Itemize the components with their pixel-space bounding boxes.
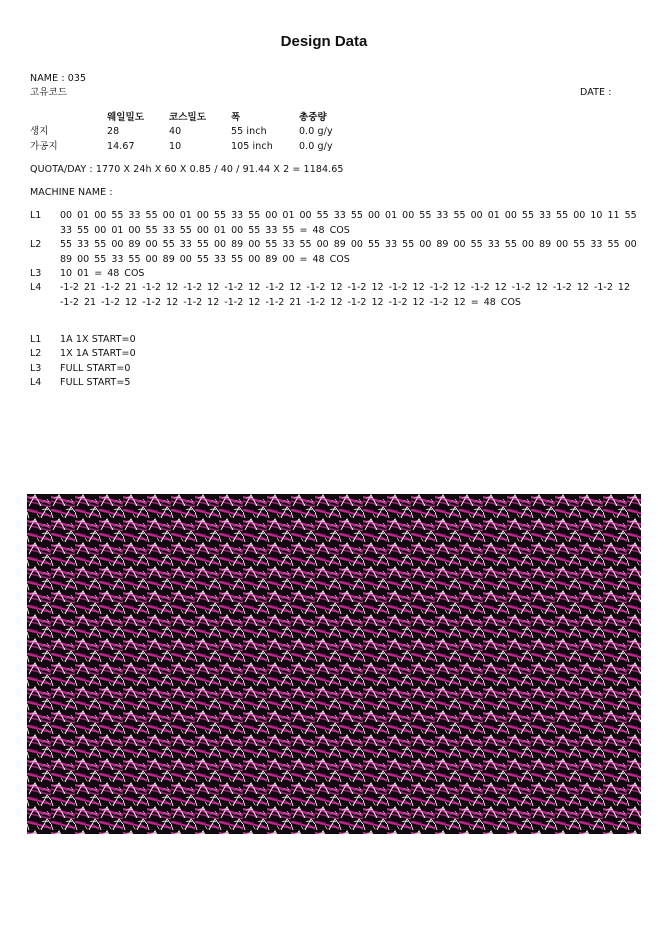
start-text: FULL START=0 xyxy=(60,363,131,374)
sequence-tag: L3 xyxy=(30,268,42,279)
sequence-text: 00 01 00 55 33 55 00 01 00 55 33 55 00 01 00 55 33 55 00 01 00 55 33 55 00 01 00 55 33 55 00 10 11 55 33 55 00 01 00 55 33 55 00 01 00 55 33 55 = 48 COS xyxy=(60,210,637,236)
sequence-text: 55 33 55 00 89 00 55 33 55 00 89 00 55 33 55 00 89 00 55 33 55 00 89 00 55 33 55 00 89 00 55 33 55 00 89 00 55 33 55 00 89 00 55 33 55 00 89 00 = 48 COS xyxy=(60,239,637,265)
start-tag: L1 xyxy=(30,334,42,345)
cell-course: 40 xyxy=(169,126,182,137)
document-title: Design Data xyxy=(280,33,368,50)
fabric-pattern-svg xyxy=(27,494,641,834)
sequence-tag: L2 xyxy=(30,239,42,250)
start-tag: L3 xyxy=(30,363,42,374)
cell-weight: 0.0 g/y xyxy=(299,141,333,152)
header-width: 폭 xyxy=(231,112,241,123)
cell-course: 10 xyxy=(169,141,182,152)
cell-width: 55 inch xyxy=(231,126,267,137)
cell-wale: 14.67 xyxy=(107,141,135,152)
header-wale-density: 웨일밀도 xyxy=(107,112,145,123)
sequence-text: -1-2 21 -1-2 21 -1-2 12 -1-2 12 -1-2 12 -1-2 12 -1-2 12 -1-2 12 -1-2 12 -1-2 12 -1-2 12 -1-2 12 -1-2 12 -1-2 12 -1-2 21 -1-2 12 -1-2 12 -1-2 12 -1-2 12 -1-2 21 -1-2 12 -1-2 12 -1-2 12 -1-2 12 = 48 COS xyxy=(60,282,630,308)
row-label-greige: 생지 xyxy=(30,126,49,137)
cell-weight: 0.0 g/y xyxy=(299,126,333,137)
header-total-weight: 총중량 xyxy=(299,112,327,123)
start-tag: L2 xyxy=(30,348,42,359)
cell-width: 105 inch xyxy=(231,141,273,152)
start-tag: L4 xyxy=(30,377,42,388)
machine-name-line: MACHINE NAME : xyxy=(30,187,113,198)
start-text: FULL START=5 xyxy=(60,377,131,388)
sequence-tag: L4 xyxy=(30,282,42,293)
header-course-density: 코스밀도 xyxy=(169,112,207,123)
date-label: DATE : xyxy=(580,87,612,98)
name-line: NAME : 035 xyxy=(30,73,87,84)
cell-wale: 28 xyxy=(107,126,120,137)
fabric-pattern-image xyxy=(27,494,641,834)
start-text: 1A 1X START=0 xyxy=(60,334,136,345)
sequence-text: 10 01 = 48 COS xyxy=(60,268,145,279)
sequence-tag: L1 xyxy=(30,210,42,221)
start-text: 1X 1A START=0 xyxy=(60,348,136,359)
unique-code-label: 고유코드 xyxy=(30,87,68,98)
quota-line: QUOTA/DAY : 1770 X 24h X 60 X 0.85 / 40 / 91.44 X 2 = 1184.65 xyxy=(30,164,344,175)
row-label-finished: 가공지 xyxy=(30,141,58,152)
